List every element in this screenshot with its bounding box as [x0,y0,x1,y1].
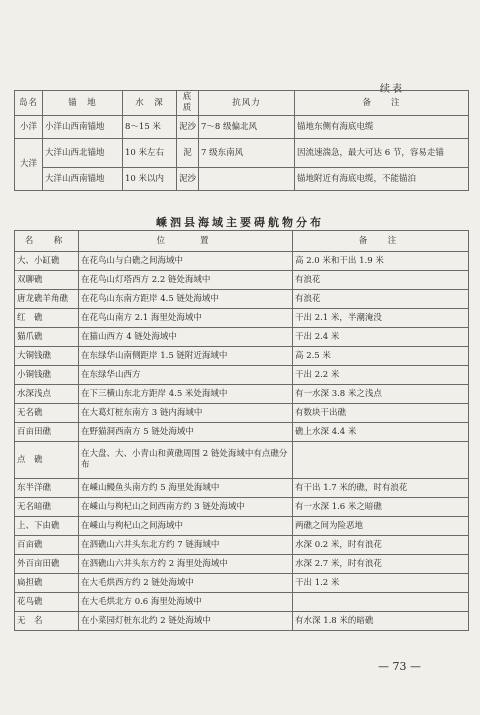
hazard-remarks-cell [293,593,469,612]
table-row [15,517,469,536]
page-number: — 73 — [378,660,421,673]
hazard-position-cell: 在嵊山鳗鱼头南方约 5 海里处海域中 [79,479,293,498]
table-row [15,366,469,385]
hazard-remarks-cell: 干出 2.2 米 [293,366,469,385]
hazard-position-cell: 在花鸟山南方 2.1 海里处海域中 [79,309,293,328]
hazard-position-cell: 在猫山西方 4 链处海域中 [79,328,293,347]
table-row [15,385,469,404]
hazard-name-cell: 大铜钱礁 [15,347,79,366]
hazard-position-cell: 在嵊山与枸杞山之间西南方约 3 链处海域中 [79,498,293,517]
table-row [15,423,469,442]
hazard-name-cell: 百亩礁 [15,536,79,555]
section-title: 嵊泗县海域主要碍航物分布 [156,216,324,229]
hazard-name-cell: 外百亩田礁 [15,555,79,574]
hazard-remarks-cell: 有浪花 [293,271,469,290]
table-row [15,555,469,574]
table-row [15,612,469,631]
hazard-position-cell: 在大毛烘西方约 2 链处海域中 [79,574,293,593]
table-row [15,139,469,168]
header-island: 岛名 [15,91,43,116]
hazard-position-cell: 在下三横山东北方距岸 4.5 米处海域中 [79,385,293,404]
hazard-remarks-cell: 有一水深 3.8 米之浅点 [293,385,469,404]
depth-cell: 8～15 米 [123,116,177,139]
table-row [15,116,469,139]
hazard-position-cell: 在大毛烘北方 0.6 海里处海域中 [79,593,293,612]
hazard-remarks-cell: 有水深 1.8 米的暗礁 [293,612,469,631]
hazard-remarks-cell: 有浪花 [293,290,469,309]
bottom-cell: 泥沙 [177,116,199,139]
hazard-name-cell: 唐龙礁羊角礁 [15,290,79,309]
hazard-remarks-cell: 干出 2.1 米，半潮淹没 [293,309,469,328]
note-cell: 锚地东侧有海底电缆 [295,116,469,139]
table-row [15,271,469,290]
header-note: 备 注 [295,91,469,116]
hazards-table-body [15,252,469,631]
table-row [15,252,469,271]
header-anchorage: 锚 地 [43,91,123,116]
hazard-remarks-cell: 干出 2.4 米 [293,328,469,347]
hazard-name-cell: 花鸟礁 [15,593,79,612]
hazard-name-cell: 猫爪礁 [15,328,79,347]
depth-cell: 10 米左右 [123,139,177,168]
hazard-position-cell: 在嵊山与枸杞山之间海域中 [79,517,293,536]
hazards-table [14,230,469,631]
hazard-position-cell: 在野猫洞西南方 5 链处海域中 [79,423,293,442]
hazard-name-cell: 无名暗礁 [15,498,79,517]
table-row [15,309,469,328]
header-remarks: 备 注 [293,231,469,252]
hazard-remarks-cell: 有一水深 1.6 米之暗礁 [293,498,469,517]
table-row [15,498,469,517]
hazard-remarks-cell: 礁上水深 4.4 米 [293,423,469,442]
table-row [15,536,469,555]
hazard-position-cell: 在花鸟山与白礁之间海域中 [79,252,293,271]
anchorage-header-row [15,91,469,116]
anchorage-cell: 小洋山西南锚地 [43,116,123,139]
table-row [15,574,469,593]
hazard-position-cell: 在东绿华山西方 [79,366,293,385]
wind-cell [199,168,295,191]
table-row [15,404,469,423]
table-row [15,290,469,309]
hazard-remarks-cell [293,442,469,479]
depth-cell: 10 米以内 [123,168,177,191]
hazard-remarks-cell: 两礁之间为险恶地 [293,517,469,536]
hazard-name-cell: 无名礁 [15,404,79,423]
table-row [15,442,469,479]
hazard-remarks-cell: 水深 0.2 米，时有浪花 [293,536,469,555]
hazard-position-cell: 在大盘、大、小青山和黄礁周围 2 链处海域中有点礁分布 [79,442,293,479]
hazard-name-cell: 小铜钱礁 [15,366,79,385]
header-depth: 水 深 [123,91,177,116]
anchorage-cell: 大洋山西南锚地 [43,168,123,191]
continued-label: 续表 [380,84,404,95]
hazard-position-cell: 在泗礁山六井头东北方约 7 链海域中 [79,536,293,555]
wind-cell: 7～8 级偏北风 [199,116,295,139]
hazard-name-cell: 红 礁 [15,309,79,328]
hazard-position-cell: 在大葛灯桩东南方 3 链内海域中 [79,404,293,423]
hazard-position-cell: 在花鸟山东南方距岸 4.5 链处海域中 [79,290,293,309]
anchorage-table [14,90,469,191]
hazard-name-cell: 百亩田礁 [15,423,79,442]
hazard-position-cell: 在小菜园灯桩东北约 2 链处海域中 [79,612,293,631]
hazard-name-cell: 上、下由礁 [15,517,79,536]
hazard-remarks-cell: 高 2.5 米 [293,347,469,366]
wind-cell: 7 级东南风 [199,139,295,168]
hazard-name-cell: 水深浅点 [15,385,79,404]
hazard-remarks-cell: 有干出 1.7 米的礁，时有浪花 [293,479,469,498]
header-wind: 抗风力 [199,91,295,116]
header-name: 名 称 [15,231,79,252]
table-row [15,593,469,612]
anchorage-cell: 大洋山西北锚地 [43,139,123,168]
hazard-remarks-cell: 干出 1.2 米 [293,574,469,593]
hazard-remarks-cell: 水深 2.7 米，时有浪花 [293,555,469,574]
hazards-header-row [15,231,469,252]
island-cell: 大洋 [15,139,43,191]
hazard-name-cell: 东半洋礁 [15,479,79,498]
table-row [15,328,469,347]
table-row [15,479,469,498]
hazard-name-cell: 扁担礁 [15,574,79,593]
hazard-name-cell: 点 礁 [15,442,79,479]
header-bottom: 底质 [177,91,199,116]
note-cell: 因流速湍急，最大可达 6 节，容易走锚 [295,139,469,168]
hazard-position-cell: 在泗礁山六井头东方约 2 海里处海域中 [79,555,293,574]
hazard-position-cell: 在东绿华山南侧距岸 1.5 链附近海域中 [79,347,293,366]
hazard-name-cell: 无 名 [15,612,79,631]
hazard-name-cell: 大、小缸礁 [15,252,79,271]
header-position: 位 置 [79,231,293,252]
bottom-cell: 泥沙 [177,168,199,191]
island-cell: 小洋 [15,116,43,139]
hazard-position-cell: 在花鸟山灯塔西方 2.2 链处海域中 [79,271,293,290]
note-cell: 锚地附近有海底电缆，不能锚泊 [295,168,469,191]
bottom-cell: 泥 [177,139,199,168]
hazard-remarks-cell: 高 2.0 米和干出 1.9 米 [293,252,469,271]
table-row [15,347,469,366]
hazard-remarks-cell: 有数块干出礁 [293,404,469,423]
table-row [15,168,469,191]
hazard-name-cell: 双聊礁 [15,271,79,290]
